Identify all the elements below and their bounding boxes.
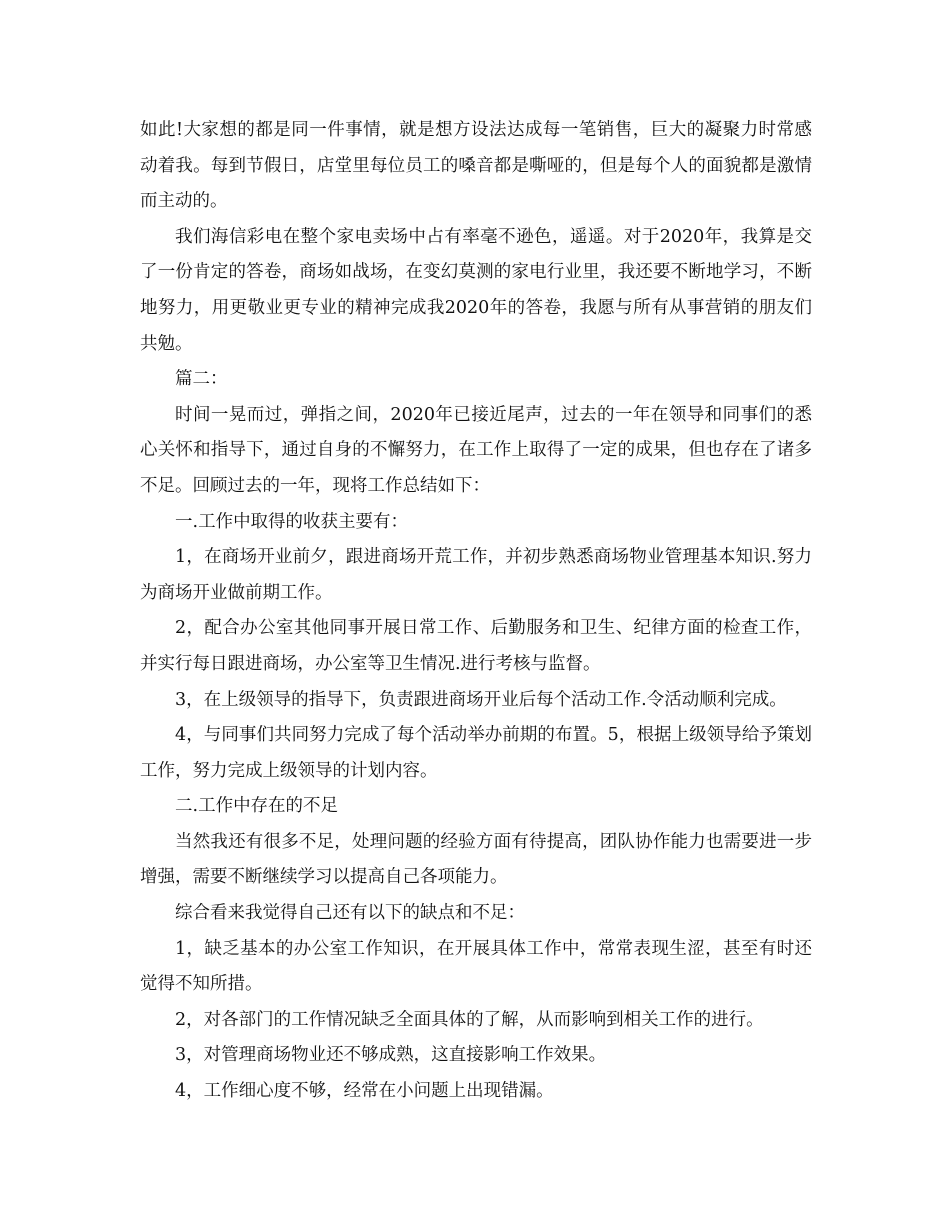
list-item: 3，在上级领导的指导下，负责跟进商场开业后每个活动工作.令活动顺利完成。 [175, 689, 787, 710]
list-item: 1，缺乏基本的办公室工作知识，在开展具体工作中，常常表现生涩，甚至有时还觉得不知所措。 [140, 938, 812, 995]
list-item: 4，工作细心度不够，经常在小问题上出现错漏。 [175, 1081, 554, 1102]
list-item: 1，在商场开业前夕，跟进商场开荒工作，并初步熟悉商场物业管理基本知识.努力为商场开业做前期工作。 [140, 547, 812, 603]
section-heading: 一.工作中取得的收获主要有： [175, 511, 409, 532]
document-body [140, 113, 812, 1110]
paragraph: 时间一晃而过，弹指之间，2020年已接近尾声，过去的一年在领导和同事们的悉心关怀和指导下，通过自身的不懈努力，在工作上取得了一定的成果，但也存在了诸多不足。回顾过去的一年，现将工作总结如下： [140, 404, 812, 496]
list-item: 3，对管理商场物业还不够成熟，这直接影响工作效果。 [175, 1045, 607, 1066]
paragraph: 我们海信彩电在整个家电卖场中占有率毫不逊色，遥遥。对于2020年，我算是交了一份肯定的答卷，商场如战场，在变幻莫测的家电行业里，我还要不断地学习，不断地努力，用更敬业更专业的精神完成我2020年的答卷，我愿与所有从事营销的朋友们共勉。 [140, 226, 812, 354]
list-item: 2，对各部门的工作情况缺乏全面具体的了解，从而影响到相关工作的进行。 [175, 1009, 764, 1030]
list-item: 2，配合办公室其他同事开展日常工作、后勤服务和卫生、纪律方面的检查工作，并实行每日跟进商场，办公室等卫生情况.进行考核与监督。 [140, 618, 812, 674]
paragraph: 如此!大家想的都是同一件事情，就是想方设法达成每一笔销售，巨大的凝聚力时常感动着我。每到节假日，店堂里每位员工的嗓音都是嘶哑的，但是每个人的面貌都是激情而主动的。 [140, 120, 812, 212]
paragraph: 当然我还有很多不足，处理问题的经验方面有待提高，团队协作能力也需要进一步增强，需要不断继续学习以提高自己各项能力。 [140, 831, 812, 888]
section-heading: 二.工作中存在的不足 [175, 796, 339, 817]
section-heading: 篇二： [175, 369, 228, 390]
paragraph: 综合看来我觉得自己还有以下的缺点和不足： [175, 903, 525, 924]
list-item: 4，与同事们共同努力完成了每个活动举办前期的布置。5，根据上级领导给予策划工作，努力完成上级领导的计划内容。 [140, 725, 812, 781]
